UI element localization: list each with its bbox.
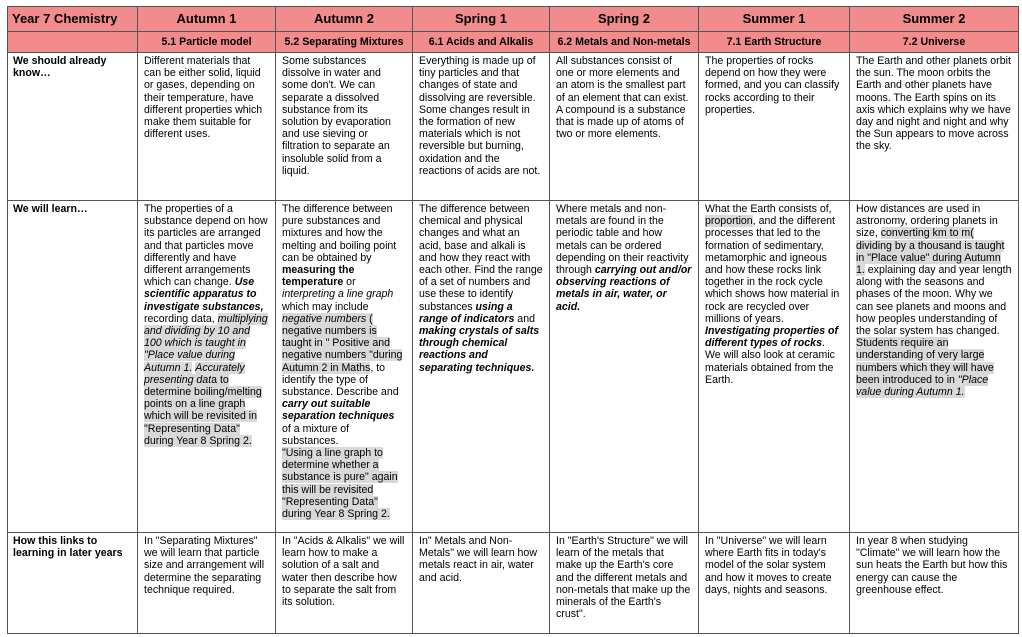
learn-cell-spring-1 — [413, 201, 550, 533]
learn-skill: interpreting a line graph — [282, 288, 394, 301]
topic-metals-nonmetals: 6.2 Metals and Non-metals — [550, 32, 699, 53]
learn-cell-autumn-1 — [138, 201, 276, 533]
learn-text: How distances are used in astronomy, ordering planets in size, — [856, 203, 998, 240]
learn-skill: using a range of indicators — [419, 300, 515, 325]
learn-text: explaining day and year length along with the seasons and phases of the moon. Why we can see planets and moons and how peoples understanding of the solar system has changed. — [856, 264, 1012, 338]
learn-text: The difference between pure substances and mixtures and how the melting and boiling point can be obtained by — [282, 203, 397, 264]
term-summer-2: Summer 2 — [850, 7, 1019, 32]
learn-cell-summer-2 — [850, 201, 1019, 533]
topic-earth-structure: 7.1 Earth Structure — [699, 32, 850, 53]
learn-text: recording data, — [144, 312, 218, 325]
learn-text: which may include — [282, 300, 369, 313]
know-cell-autumn-2: Some substances dissolve in water and some don't. We can separate a dissolved substance from its solution by evaporation and use sieving or filtration to separate an insoluble solid from a liquid. — [276, 53, 413, 201]
maths-link-highlight: multiplying and dividing by 10 and 100 which is taught in "Place value during Autumn 1. — [144, 312, 268, 374]
learn-text: or — [343, 276, 356, 289]
learn-text: and — [514, 312, 535, 325]
links-cell-summer-1: In "Universe" we will learn where Earth fits in today's model of the solar system and how it moves to create days, nights and seasons. — [699, 533, 850, 634]
header-row-terms — [8, 7, 1019, 32]
maths-link-highlight: a to determine boiling/melting points on a line graph which will be revisited in "Representing Data" during Year 8 Spring 2. — [144, 373, 262, 447]
learn-skill-highlight: Accurately presenting dat — [144, 361, 245, 386]
row-label-later-years: How this links to learning in later years — [8, 533, 138, 634]
learn-skill: Investigating properties of different types of rocks — [705, 325, 839, 350]
learn-skill: carrying out and/or observing reactions of metals in air, water, or acid. — [556, 264, 692, 313]
learn-text: The difference between chemical and physical changes and what an acid, base and alkali is and how they react with each other. Find the range of a set of numbers and use these to identify substances — [419, 203, 543, 313]
topic-separating-mixtures: 5.2 Separating Mixtures — [276, 32, 413, 53]
row-label-already-know: We should already know… — [8, 53, 138, 201]
learn-cell-summer-1 — [699, 201, 850, 533]
topic-corner-blank — [8, 32, 138, 53]
know-cell-summer-1: The properties of rocks depend on how they were formed, and you can classify rocks according to their properties. — [699, 53, 850, 201]
row-label-will-learn: We will learn… — [8, 201, 138, 533]
learn-text: The properties of a substance depend on how its particles are arranged and that particles move differently and have different arrangements which can change. — [144, 203, 268, 289]
learn-text: What the Earth consists of, — [705, 203, 832, 215]
topic-universe: 7.2 Universe — [850, 32, 1019, 53]
table-title: Year 7 Chemistry — [8, 7, 138, 32]
links-cell-autumn-2: In "Acids & Alkalis" we will learn how to make a solution of a salt and water then describe how to separate the salt from its solution. — [276, 533, 413, 634]
maths-link-highlight: proportion — [705, 215, 753, 228]
header-row-topics — [8, 32, 1019, 53]
maths-link-highlight: "Using a line graph to determine whether a substance is pure" again this will be revisited "Representing Data" during Year 8 Spring 2. — [282, 447, 398, 521]
learn-cell-spring-2 — [550, 201, 699, 533]
term-summer-1: Summer 1 — [699, 7, 850, 32]
learn-text: . We will also look at ceramic materials obtained from the Earth. — [705, 337, 835, 386]
know-cell-summer-2: The Earth and other planets orbit the sun. The moon orbits the Earth and other planets have moons. The Earth spins on its axis which explains why we have day and night and night and why the Sun appears to move across the sky. — [850, 53, 1019, 201]
know-cell-spring-2: All substances consist of one or more elements and an atom is the smallest part of an element that can exist. A compound is a substance that is made up of atoms of two or more elements. — [550, 53, 699, 201]
curriculum-table — [7, 6, 1019, 634]
learn-text: , and the different processes that led to the formation of sedimentary, metamorphic and igneous and how these rocks link together in the rock cycle which shows how material in rock are recycled over millions of years. — [705, 215, 840, 325]
maths-link-highlight: ( negative numbers is taught in " Positive and negative numbers "during Autumn 2 in Maths — [282, 312, 403, 374]
links-cell-spring-2: In "Earth's Structure" we will learn of the metals that make up the Earth's core and the different metals and non-metals that make up the minerals of the Earth's crust". — [550, 533, 699, 634]
row-later-years — [8, 533, 1019, 634]
learn-text: Where metals and non-metals are found in the periodic table and how metals can be ordered depending on their reactivity through — [556, 203, 689, 277]
topic-acids-alkalis: 6.1 Acids and Alkalis — [413, 32, 550, 53]
topic-particle-model: 5.1 Particle model — [138, 32, 276, 53]
know-cell-spring-1: Everything is made up of tiny particles and that changes of state and dissolving are reversible. Some changes result in the formation of new materials which is not reversible but burning, oxidation and the reactions of acids are not. — [413, 53, 550, 201]
learn-skill: Use scientific apparatus to investigate substances, — [144, 276, 264, 313]
maths-link-highlight: converting km to m( dividing by a thousand is taught in "Place value" during Autumn 1. — [856, 227, 1005, 277]
links-cell-autumn-1: In "Separating Mixtures" we will learn that particle size and arrangement will determine the separating technique required. — [138, 533, 276, 634]
term-autumn-2: Autumn 2 — [276, 7, 413, 32]
term-spring-2: Spring 2 — [550, 7, 699, 32]
links-cell-spring-1: In" Metals and Non-Metals" we will learn how metals react in air, water and acid. — [413, 533, 550, 634]
term-autumn-1: Autumn 1 — [138, 7, 276, 32]
learn-skill: measuring the temperature — [282, 264, 355, 289]
row-already-know — [8, 53, 1019, 201]
maths-link-highlight: Students require an understanding of very large numbers which they will have been introduced to in — [856, 337, 994, 386]
learn-text: of a mixture of substances. — [282, 422, 350, 447]
maths-link-highlight: "Place value during Autumn 1. — [856, 373, 989, 399]
term-spring-1: Spring 1 — [413, 7, 550, 32]
row-will-learn — [8, 201, 1019, 533]
learn-text: , to identify the type of substance. Describe and — [282, 361, 399, 399]
learn-cell-autumn-2 — [276, 201, 413, 533]
know-cell-autumn-1: Different materials that can be either solid, liquid or gases, depending on their temperature, have different properties which make them suitable for different uses. — [138, 53, 276, 201]
maths-link-highlight: negative numbers — [282, 312, 367, 325]
learn-skill: carry out suitable separation techniques — [282, 398, 395, 423]
links-cell-summer-2: In year 8 when studying "Climate" we will learn how the sun heats the Earth but how this energy can cause the greenhouse effect. — [850, 533, 1019, 634]
learn-skill: making crystals of salts through chemical reactions and separating techniques. — [419, 325, 540, 374]
